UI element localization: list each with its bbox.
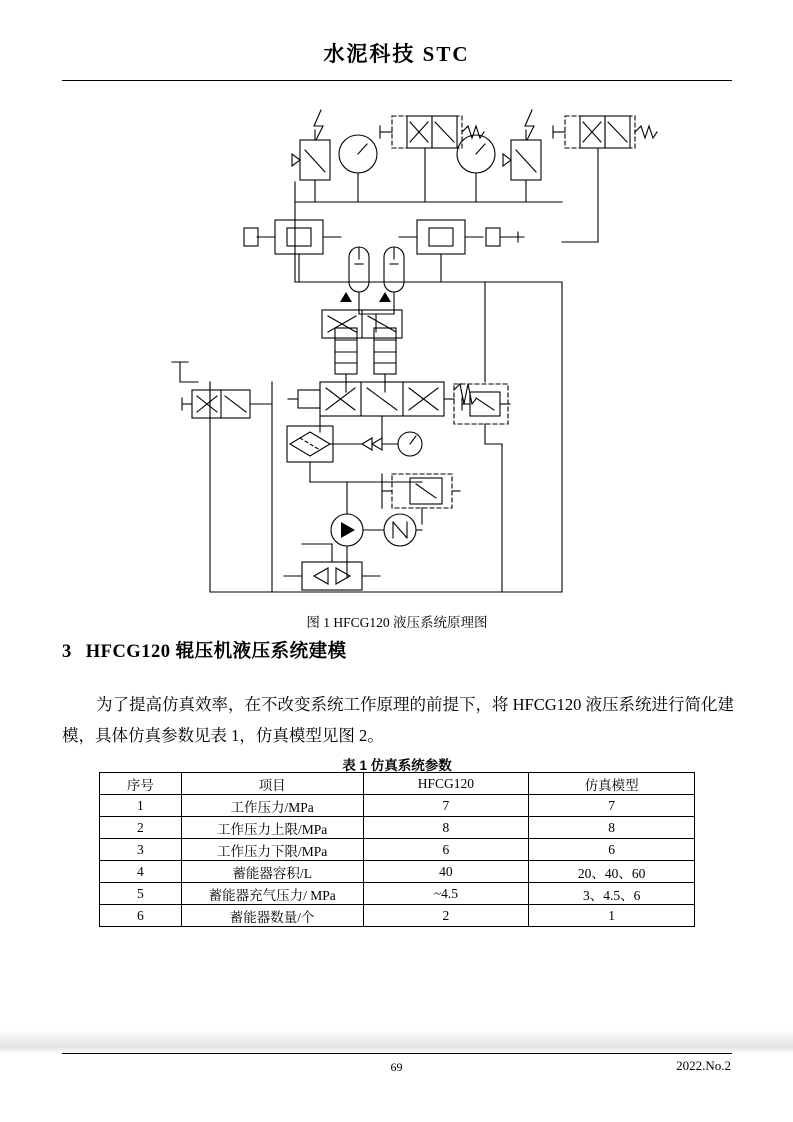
cell-model: 3、4.5、6 xyxy=(529,883,695,905)
cell-model: 8 xyxy=(529,817,695,839)
section-title: HFCG120 辊压机液压系统建模 xyxy=(85,642,347,662)
hydraulic-system-schematic xyxy=(62,92,732,612)
journal-title: 水泥科技 STC xyxy=(323,42,470,66)
page-header xyxy=(0,38,793,68)
figure-caption: 图 1 HFCG120 液压系统原理图 xyxy=(306,615,488,630)
cell-item: 蓄能器容积/L xyxy=(181,861,363,883)
cell-index: 1 xyxy=(100,795,182,817)
cell-index: 5 xyxy=(100,883,182,905)
body-paragraph: 为了提高仿真效率，在不改变系统工作原理的前提下，将 HFCG120 液压系统进行简化建模，具体仿真参数见表 1，仿真模型见图 2。 xyxy=(62,694,735,745)
page-shadow xyxy=(0,1030,793,1054)
cell-index: 6 xyxy=(100,905,182,927)
column-header-hfcg120: HFCG120 xyxy=(363,773,529,795)
column-header-model: 仿真模型 xyxy=(529,773,695,795)
cell-item: 工作压力/MPa xyxy=(181,795,363,817)
table-row xyxy=(100,795,695,817)
cell-hfcg120: 2 xyxy=(363,905,529,927)
cell-hfcg120: 6 xyxy=(363,839,529,861)
table-row xyxy=(100,861,695,883)
table-row xyxy=(100,883,695,905)
table-row xyxy=(100,839,695,861)
cell-item: 蓄能器数量/个 xyxy=(181,905,363,927)
section-heading xyxy=(62,637,347,663)
section-number: 3 xyxy=(62,642,72,662)
cell-model: 6 xyxy=(529,839,695,861)
cell-index: 3 xyxy=(100,839,182,861)
cell-item: 工作压力下限/MPa xyxy=(181,839,363,861)
column-header-index: 序号 xyxy=(100,773,182,795)
cell-index: 2 xyxy=(100,817,182,839)
cell-model: 7 xyxy=(529,795,695,817)
simulation-parameters-table xyxy=(99,772,695,927)
cell-model: 1 xyxy=(529,905,695,927)
cell-model: 20、40、60 xyxy=(529,861,695,883)
cell-item: 工作压力上限/MPa xyxy=(181,817,363,839)
table-row xyxy=(100,817,695,839)
cell-item: 蓄能器充气压力/ MPa xyxy=(181,883,363,905)
cell-hfcg120: ~4.5 xyxy=(363,883,529,905)
cell-hfcg120: 8 xyxy=(363,817,529,839)
cell-hfcg120: 7 xyxy=(363,795,529,817)
cell-index: 4 xyxy=(100,861,182,883)
table-row xyxy=(100,905,695,927)
page-number: 69 xyxy=(390,1060,403,1074)
table-header-row xyxy=(100,773,695,795)
header-divider xyxy=(62,80,732,81)
cell-hfcg120: 40 xyxy=(363,861,529,883)
footer-divider xyxy=(62,1053,732,1054)
column-header-item: 项目 xyxy=(181,773,363,795)
issue-label: 2022.No.2 xyxy=(676,1058,731,1073)
table-caption: 表 1 仿真系统参数 xyxy=(342,758,452,773)
